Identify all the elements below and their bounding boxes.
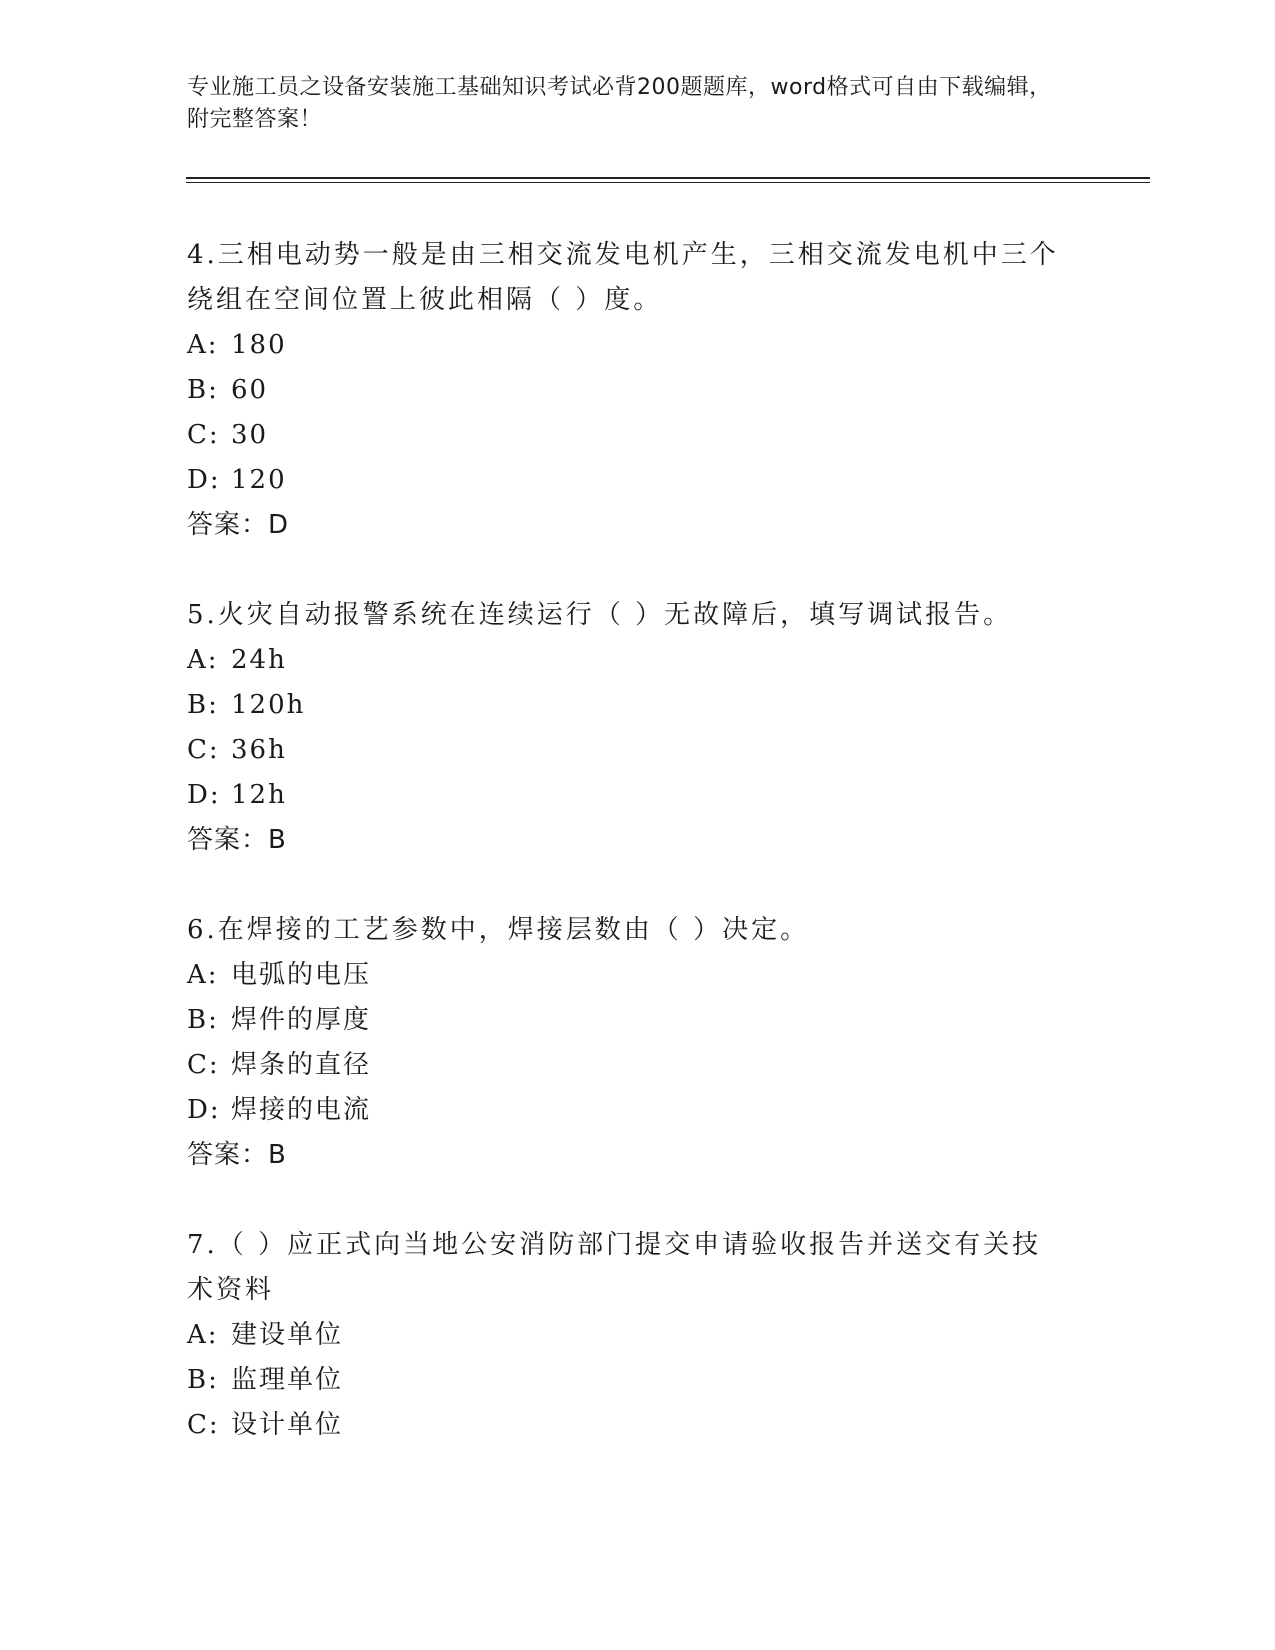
option-text: 电弧的电压 xyxy=(231,960,372,990)
option-d xyxy=(187,458,1087,503)
option-text: 120h xyxy=(231,690,306,720)
option-letter: D: xyxy=(187,1095,221,1125)
option-text: 焊接的电流 xyxy=(231,1095,372,1125)
question-stem: 4.三相电动势一般是由三相交流发电机产生，三相交流发电机中三个绕组在空间位置上彼此相隔（ ）度。 xyxy=(187,240,1059,315)
option-text: 监理单位 xyxy=(231,1365,344,1395)
document-header xyxy=(187,72,1067,136)
option-text: 焊条的直径 xyxy=(231,1050,372,1080)
option-b xyxy=(187,1358,1087,1403)
option-letter: A: xyxy=(187,1320,219,1350)
option-letter: C: xyxy=(187,1410,220,1440)
option-a xyxy=(187,953,1087,998)
option-d xyxy=(187,773,1087,818)
option-letter: A: xyxy=(187,645,219,675)
option-letter: B: xyxy=(187,375,219,405)
spacer xyxy=(187,863,1087,908)
header-divider-thin xyxy=(186,182,1150,183)
option-c xyxy=(187,1403,1087,1448)
option-letter: D: xyxy=(187,465,221,495)
question-stem: 7.（ ）应正式向当地公安消防部门提交申请验收报告并送交有关技术资料 xyxy=(187,1230,1042,1305)
option-text: 60 xyxy=(231,375,269,405)
option-text: 12h xyxy=(231,780,287,810)
answer-label: 答案：D xyxy=(187,510,290,540)
option-a xyxy=(187,1313,1087,1358)
option-d xyxy=(187,1088,1087,1133)
option-letter: C: xyxy=(187,420,220,450)
option-b xyxy=(187,683,1087,728)
option-letter: B: xyxy=(187,1005,219,1035)
spacer xyxy=(187,548,1087,593)
option-c xyxy=(187,413,1087,458)
option-letter: A: xyxy=(187,960,219,990)
question-stem: 6.在焊接的工艺参数中，焊接层数由（ ）决定。 xyxy=(187,915,810,945)
option-text: 30 xyxy=(231,420,269,450)
option-letter: B: xyxy=(187,690,219,720)
question-stem: 5.火灾自动报警系统在连续运行（ ）无故障后，填写调试报告。 xyxy=(187,600,1013,630)
option-b xyxy=(187,368,1087,413)
option-text: 建设单位 xyxy=(231,1320,344,1350)
option-letter: D: xyxy=(187,780,221,810)
header-title: 专业施工员之设备安装施工基础知识考试必背200题题库，word格式可自由下载编辑，附完整答案！ xyxy=(187,75,1052,132)
question-6 xyxy=(187,908,1087,1178)
option-c xyxy=(187,1043,1087,1088)
option-c xyxy=(187,728,1087,773)
spacer xyxy=(187,1178,1087,1223)
option-text: 120 xyxy=(231,465,287,495)
option-a xyxy=(187,638,1087,683)
answer-label: 答案：B xyxy=(187,825,287,855)
option-letter: B: xyxy=(187,1365,219,1395)
option-a xyxy=(187,323,1087,368)
option-b xyxy=(187,998,1087,1043)
option-text: 36h xyxy=(231,735,287,765)
question-7 xyxy=(187,1223,1087,1448)
question-4 xyxy=(187,233,1087,548)
option-letter: C: xyxy=(187,1050,220,1080)
option-letter: C: xyxy=(187,735,220,765)
question-list xyxy=(187,233,1087,1448)
option-text: 设计单位 xyxy=(231,1410,344,1440)
option-letter: A: xyxy=(187,330,219,360)
option-text: 24h xyxy=(231,645,287,675)
option-text: 180 xyxy=(231,330,287,360)
question-5 xyxy=(187,593,1087,863)
option-text: 焊件的厚度 xyxy=(231,1005,372,1035)
answer-label: 答案：B xyxy=(187,1140,287,1170)
header-divider xyxy=(186,177,1150,179)
